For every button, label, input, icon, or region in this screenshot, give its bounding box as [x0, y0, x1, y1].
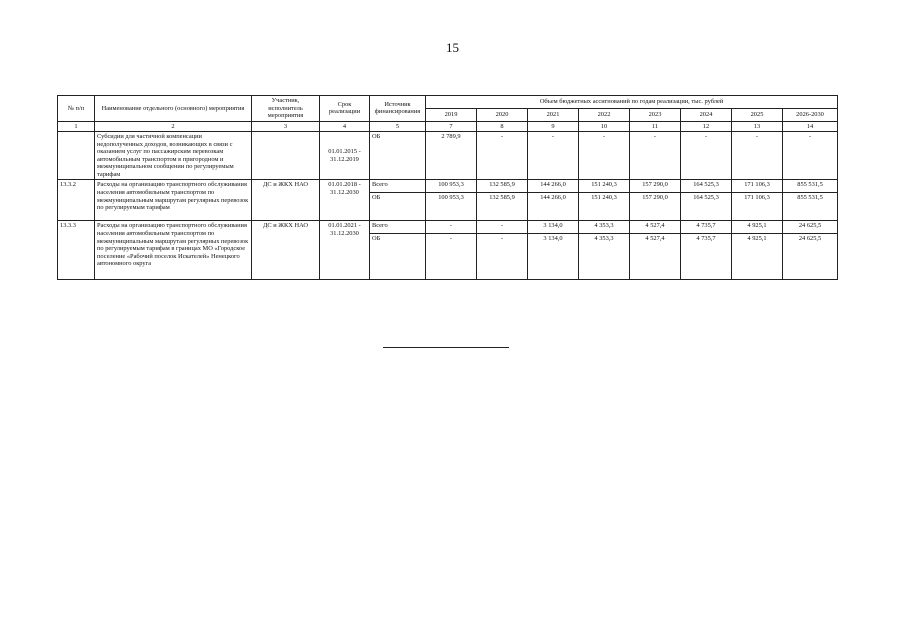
col-number: 7 — [426, 121, 477, 132]
row-source: ОБ — [370, 132, 426, 180]
col-number: 4 — [320, 121, 370, 132]
col-number: 5 — [370, 121, 426, 132]
row-value: 4 353,3 — [579, 234, 630, 280]
budget-table — [57, 95, 838, 280]
row-value: 144 266,0 — [528, 180, 579, 193]
header-no: № п/п — [58, 96, 95, 122]
col-number: 14 — [783, 121, 838, 132]
row-source: ОБ — [370, 234, 426, 280]
header-year: 2021 — [528, 108, 579, 121]
col-number: 13 — [732, 121, 783, 132]
col-number: 3 — [252, 121, 320, 132]
header-year: 2022 — [579, 108, 630, 121]
row-term: 01.01.2021 - 31.12.2030 — [320, 221, 370, 280]
header-year: 2019 — [426, 108, 477, 121]
row-name: Расходы на организацию транспортного обслуживания населения автомобильным транспортом по межмуниципальным маршрутам регулярных перевозок по регулируемым тарифам в границах МО «Городское поселение «Рабочий поселок Искателей» Ненецкого автономного округа — [95, 221, 252, 280]
row-value: 3 134,0 — [528, 234, 579, 280]
row-value: 151 240,3 — [579, 193, 630, 221]
row-value: 144 266,0 — [528, 193, 579, 221]
table-row — [58, 221, 838, 234]
row-value: - — [477, 221, 528, 234]
row-value: - — [681, 132, 732, 180]
row-value: 100 953,3 — [426, 193, 477, 221]
header-year: 2026-2030 — [783, 108, 838, 121]
col-number: 2 — [95, 121, 252, 132]
row-value: 4 735,7 — [681, 234, 732, 280]
row-value: - — [477, 234, 528, 280]
row-source: Всего — [370, 221, 426, 234]
row-value: 157 290,0 — [630, 180, 681, 193]
row-value: 157 290,0 — [630, 193, 681, 221]
header-name: Наименование отдельного (основного) мероприятия — [95, 96, 252, 122]
row-value: 4 735,7 — [681, 221, 732, 234]
header-participant: Участник, исполнитель мероприятия — [252, 96, 320, 122]
row-no — [58, 132, 95, 180]
row-value: 151 240,3 — [579, 180, 630, 193]
col-number: 11 — [630, 121, 681, 132]
row-value: - — [477, 132, 528, 180]
col-number: 12 — [681, 121, 732, 132]
header-year: 2025 — [732, 108, 783, 121]
row-value: 855 531,5 — [783, 180, 838, 193]
row-source: ОБ — [370, 193, 426, 221]
row-value: - — [426, 221, 477, 234]
header-term: Срок реализации — [320, 96, 370, 122]
row-value: 4 527,4 — [630, 234, 681, 280]
row-value: 132 585,9 — [477, 180, 528, 193]
row-value: - — [732, 132, 783, 180]
row-value: 171 106,3 — [732, 180, 783, 193]
header-year: 2024 — [681, 108, 732, 121]
row-value: 4 527,4 — [630, 221, 681, 234]
row-participant: ДС и ЖКХ НАО — [252, 221, 320, 280]
row-value: 2 789,9 — [426, 132, 477, 180]
col-number: 9 — [528, 121, 579, 132]
page-number: 15 — [446, 40, 459, 55]
row-value: 4 925,1 — [732, 234, 783, 280]
row-value: - — [630, 132, 681, 180]
row-participant: ДС и ЖКХ НАО — [252, 180, 320, 221]
header-year: 2020 — [477, 108, 528, 121]
row-participant — [252, 132, 320, 180]
col-number: 8 — [477, 121, 528, 132]
row-term: 01.01.2018 - 31.12.2030 — [320, 180, 370, 221]
row-value: - — [783, 132, 838, 180]
row-value: 132 585,9 — [477, 193, 528, 221]
header-budget: Объем бюджетных ассигнований по годам реализации, тыс. рублей — [426, 96, 838, 109]
row-value: 4 925,1 — [732, 221, 783, 234]
table-row — [58, 180, 838, 193]
col-number: 10 — [579, 121, 630, 132]
row-value: 855 531,5 — [783, 193, 838, 221]
row-value: - — [426, 234, 477, 280]
row-value: 164 525,3 — [681, 180, 732, 193]
row-value: 24 625,5 — [783, 234, 838, 280]
row-name: Субсидии для частичной компенсации недополученных доходов, возникающих в связи с оказанием услуг по пассажирским перевозкам автомобильным транспортом в пригородном и межмуниципальном сообщении по регулируемым тарифам — [95, 132, 252, 180]
header-row — [58, 96, 838, 109]
row-value: - — [528, 132, 579, 180]
row-name: Расходы на организацию транспортного обслуживания населения автомобильным транспортом по межмуниципальным маршрутам регулярных перевозок по регулируемым тарифам — [95, 180, 252, 221]
row-value: 100 953,3 — [426, 180, 477, 193]
row-term: 01.01.2015 - 31.12.2019 — [320, 132, 370, 180]
row-no: 13.3.2 — [58, 180, 95, 221]
col-number: 1 — [58, 121, 95, 132]
row-value: 164 525,3 — [681, 193, 732, 221]
row-source: Всего — [370, 180, 426, 193]
row-value: 4 353,3 — [579, 221, 630, 234]
column-numbers-row — [58, 121, 838, 132]
row-value: 24 625,5 — [783, 221, 838, 234]
row-no: 13.3.3 — [58, 221, 95, 280]
header-source: Источник финансирования — [370, 96, 426, 122]
header-year: 2023 — [630, 108, 681, 121]
row-value: 3 134,0 — [528, 221, 579, 234]
row-value: - — [579, 132, 630, 180]
row-value: 171 106,3 — [732, 193, 783, 221]
table-row — [58, 132, 838, 180]
end-divider — [383, 347, 509, 348]
